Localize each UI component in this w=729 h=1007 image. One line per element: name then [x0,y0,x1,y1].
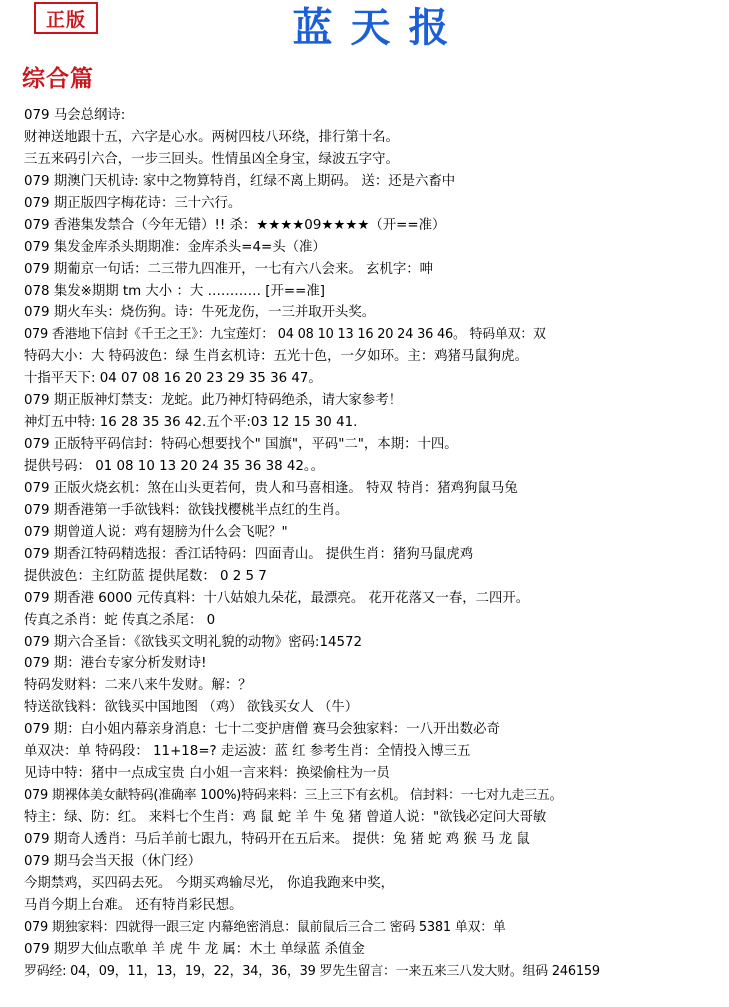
text-line: 提供号码： 01 08 10 13 20 24 35 36 38 42。。 [24,459,324,474]
text-line: 079 期正版四字梅花诗：三十六行。 [24,195,242,211]
text-line: 078 集发※期期 tm 大小 ：大 ………… [开==准] [24,283,325,299]
text-line: 三五来码引六合，一步三回头。性情虽凶全身宝，绿波五字守。 [24,151,399,167]
text-line: 079 期曾道人说：鸡有翅膀为什么会飞呢？" [24,524,288,540]
text-line: 079 香港地下信封《千王之王》：九宝莲灯： 04 08 10 13 16 20 24 36 46。 特码单双：双 [24,327,546,343]
text-line: 见诗中特：猪中一点成宝贵 白小姐一言来料：换梁偷柱为一员 [24,766,390,782]
text-line: 079 期正版神灯禁支：龙蛇。此乃神灯特码绝杀，请大家参考！ [24,393,402,409]
text-line: 今期禁鸡，买四码去死。 今期买鸡输尽光， 你追我跑来中奖， [24,875,395,891]
text-line: 特码大小：大 特码波色：绿 生肖玄机诗：五光十色，一夕如环。主：鸡猪马鼠狗虎。 [24,349,528,365]
text-line: 十指平天下: 04 07 08 16 20 23 29 35 36 47。 [24,371,322,387]
text-line: 079 期罗大仙点歌单 羊 虎 牛 龙 属：木土 单绿蓝 杀值金 [24,941,365,957]
article-body [24,105,724,983]
text-line: 特码发财料：二来八来牛发财。解：？ [24,678,252,694]
text-line: 079 香港集发禁合（今年无错）!! 杀：★★★★09★★★★（开==准） [24,217,446,233]
text-line: 079 期葡京一句话：二三带九四准开，一七有六八会来。 玄机字：呻 [24,261,434,277]
text-line: 079 期：白小姐内幕亲身消息：七十二变护唐僧 赛马会独家料：一八开出数必奇 [24,722,500,738]
text-line: 079 期六合圣旨：《欲钱买文明礼貌的动物》密码:14572 [24,634,363,650]
text-line: 079 期澳门天机诗: 家中之物算特肖，红绿不离上期码。 送：还是六畜中 [24,173,456,189]
section-title: 综合篇 [22,66,94,92]
text-line: 079 期奇人透肖：马后羊前七跟九，特码开在五后来。 提供：兔 猪 蛇 鸡 猴 马 龙 鼠 [24,831,530,847]
text-line: 罗码经: 04，09，11，13，19，22，34，36，39 罗先生留言：一来五来三八发大财。组码 246159 [24,963,600,979]
text-line: 079 期香港第一手欲钱料：欲钱找樱桃半点红的生肖。 [24,502,349,518]
authentic-stamp: 正版 [34,2,98,34]
newspaper-masthead: 蓝天报 [292,4,467,51]
text-line: 079 期裸体美女献特码(准确率 100%)特码来料：三上三下有玄机。 信封料：一七对九走三五。 [24,788,563,804]
text-line: 079 马会总纲诗: [24,108,126,123]
text-line: 079 期马会当天报（休门经） [24,853,202,869]
text-line: 079 期香江特码精选报：香江话特码：四面青山。 提供生肖：猪狗马鼠虎鸡 [24,546,474,562]
text-line: 特主：绿、防：红。 来料七个生肖：鸡 鼠 蛇 羊 牛 兔 猪 曾道人说："欲钱必定问大哥敏 [24,810,547,825]
text-line: 079 正版特平码信封：特码心想要找个" 国旗"，平码"二"，本期：十四。 [24,437,458,453]
text-line: 079 集发金库杀头期期准：金库杀头=4=头（准） [24,239,326,255]
text-line: 马肖今期上台难。 还有特肖彩民想。 [24,897,243,913]
text-line: 提供波色：主红防蓝 提供尾数： 0 2 5 7 [24,568,267,584]
text-line: 079 期火车头：烧伤狗。诗：牛死龙伤，一三并取开头奖。 [24,305,376,321]
text-line: 传真之杀肖：蛇 传真之杀尾： 0 [24,612,216,628]
text-line: 079 正版火烧玄机：煞在山头更若何，贵人和马喜相逢。 特双 特肖：猪鸡狗鼠马兔 [24,480,518,496]
text-line: 神灯五中特: 16 28 35 36 42.五个平:03 12 15 30 41. [24,415,358,431]
text-line: 财神送地跟十五，六字是心水。两树四枝八环绕，排行第十名。 [24,129,399,145]
text-line: 079 期：港台专家分析发财诗! [24,656,207,672]
text-line: 单双决：单 特码段： 11+18=? 走运波：蓝 红 参考生肖：全情投入博三五 [24,744,471,760]
text-line: 特送欲钱料：欲钱买中国地图 （鸡） 欲钱买女人 （牛） [24,700,359,716]
text-line: 079 期独家料：四就得一跟三定 内幕绝密消息：鼠前鼠后三合二 密码 5381 单双：单 [24,919,506,935]
text-line: 079 期香港 6000 元传真料：十八姑娘九朵花，最漂亮。 花开花落又一春，二四开。 [24,590,530,606]
